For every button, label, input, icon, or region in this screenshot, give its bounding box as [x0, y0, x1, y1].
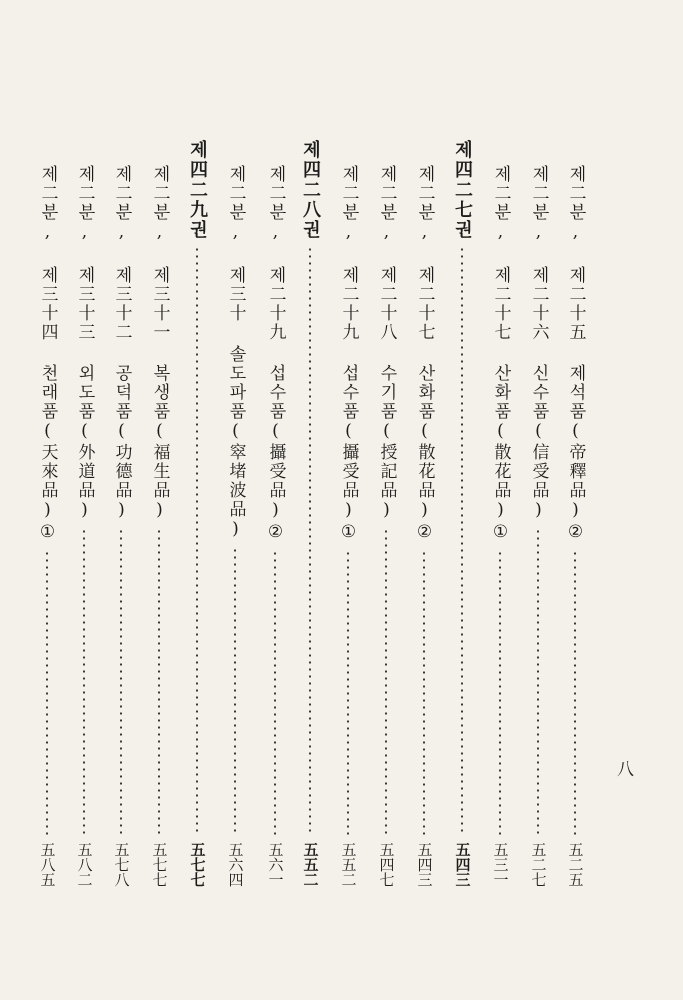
chapter-reference: 제二분, 제二十五	[565, 165, 586, 342]
chapter-title: 섭수품(攝受品)②	[265, 364, 286, 544]
toc-entry	[525, 165, 551, 887]
volume-heading	[184, 140, 210, 887]
page-reference: 五四三	[415, 842, 434, 887]
toc-entry	[487, 165, 513, 887]
chapter-reference: 제二분, 제三十二	[111, 165, 132, 342]
volume-heading	[449, 140, 475, 887]
toc-entry	[562, 165, 588, 887]
page-number: 八	[613, 760, 633, 777]
chapter-reference: 제二분, 제二十七	[490, 165, 511, 342]
chapter-reference: 제二분, 제二十九	[338, 165, 359, 342]
leader-dots	[196, 246, 198, 836]
leader-dots	[461, 246, 463, 836]
page-reference: 五四三	[453, 842, 472, 887]
chapter-title: 제석품(帝釋品)②	[565, 364, 586, 544]
chapter-reference: 제二분, 제二十九	[265, 165, 286, 342]
chapter-title: 복생품(福生品)	[149, 364, 170, 522]
page-reference: 五二七	[529, 842, 548, 887]
toc-entry	[262, 165, 288, 887]
chapter-reference: 제二분, 제二十七	[414, 165, 435, 342]
leader-dots	[574, 550, 576, 836]
leader-dots	[347, 550, 349, 836]
page-reference: 五八五	[38, 842, 57, 887]
toc-entry	[71, 165, 97, 887]
page-reference: 五六一	[266, 842, 285, 887]
leader-dots	[120, 528, 122, 836]
page-reference: 五七七	[150, 842, 169, 887]
page-reference: 五六四	[226, 842, 245, 887]
toc-entry	[373, 165, 399, 887]
chapter-reference: 제二분, 제三十一	[149, 165, 170, 342]
leader-dots	[46, 550, 48, 836]
chapter-reference: 제二분, 제二十八	[376, 165, 397, 342]
toc-entry	[108, 165, 134, 887]
chapter-reference: 제二분, 제三十四	[37, 165, 58, 342]
page-reference: 五七八	[112, 842, 131, 887]
page-reference: 五四七	[377, 842, 396, 887]
chapter-title: 공덕품(功德品)	[111, 364, 132, 522]
leader-dots	[537, 528, 539, 836]
page-reference: 五五二	[339, 842, 358, 887]
leader-dots	[385, 528, 387, 836]
toc-entry	[335, 165, 361, 887]
toc-entry	[146, 165, 172, 887]
leader-dots	[83, 528, 85, 836]
leader-dots	[274, 550, 276, 836]
volume-label: 제四二八권	[300, 140, 321, 240]
volume-label: 제四二七권	[452, 140, 473, 240]
volume-heading	[297, 140, 323, 887]
chapter-title: 신수품(信受品)	[528, 364, 549, 522]
page-reference: 五二五	[566, 842, 585, 887]
chapter-title: 수기품(授記品)	[376, 364, 397, 522]
leader-dots	[158, 528, 160, 836]
page-reference: 五五二	[301, 842, 320, 887]
page-reference: 五八二	[75, 842, 94, 887]
chapter-title: 산화품(散花品)②	[414, 364, 435, 544]
chapter-title: 외도품(外道品)	[74, 364, 95, 522]
page-reference: 五三一	[491, 842, 510, 887]
leader-dots	[234, 547, 236, 836]
toc-entry	[34, 165, 60, 887]
toc-entry	[222, 165, 248, 887]
chapter-reference: 제二분, 제三十三	[74, 165, 95, 342]
chapter-reference: 제二분, 제二十六	[528, 165, 549, 342]
chapter-reference: 제二분, 제三十	[225, 165, 246, 323]
chapter-title: 천래품(天來品)①	[37, 364, 58, 544]
chapter-title: 솔도파품(窣堵波品)	[225, 345, 246, 541]
leader-dots	[423, 550, 425, 836]
leader-dots	[309, 246, 311, 836]
page-reference: 五七七	[188, 842, 207, 887]
leader-dots	[499, 550, 501, 836]
chapter-title: 산화품(散花品)①	[490, 364, 511, 544]
toc-entry	[411, 165, 437, 887]
chapter-title: 섭수품(攝受品)①	[338, 364, 359, 544]
volume-label: 제四二九권	[187, 140, 208, 240]
